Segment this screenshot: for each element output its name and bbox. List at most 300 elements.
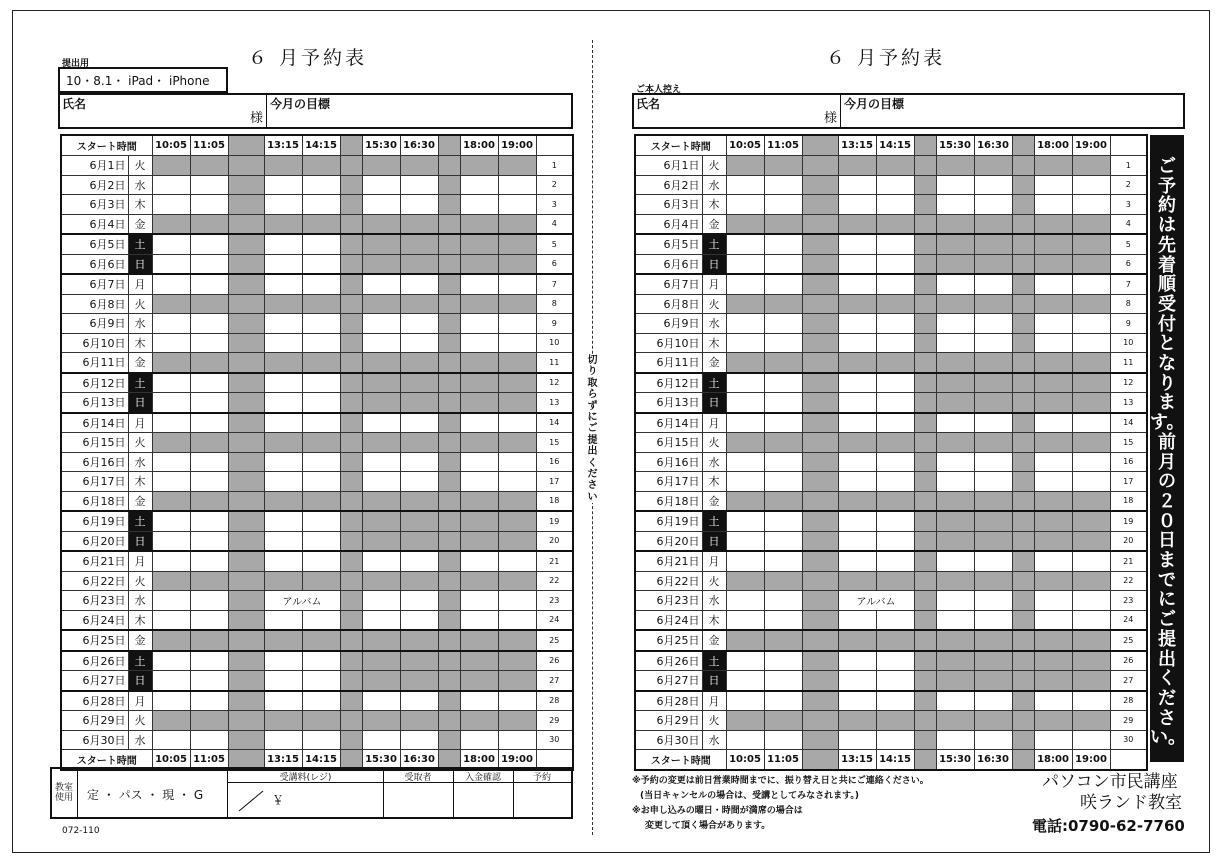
slot-cell[interactable]	[362, 314, 400, 334]
slot-cell[interactable]	[974, 314, 1012, 334]
slot-cell[interactable]	[302, 730, 340, 750]
slot-cell[interactable]	[764, 333, 802, 353]
slot-cell[interactable]	[302, 175, 340, 195]
slot-cell[interactable]	[838, 195, 876, 215]
slot-cell[interactable]	[1072, 274, 1110, 294]
slot-cell[interactable]	[974, 610, 1012, 630]
slot-cell[interactable]	[1072, 333, 1110, 353]
slot-cell[interactable]	[1072, 730, 1110, 750]
slot-cell[interactable]	[726, 452, 764, 472]
slot-cell[interactable]	[302, 472, 340, 492]
slot-cell[interactable]	[190, 373, 228, 393]
slot-cell[interactable]	[726, 531, 764, 551]
slot-cell[interactable]	[876, 314, 914, 334]
slot-cell[interactable]	[876, 234, 914, 254]
slot-cell[interactable]	[838, 274, 876, 294]
slot-cell[interactable]	[302, 651, 340, 671]
slot-cell	[190, 156, 228, 176]
slot-cell[interactable]	[726, 254, 764, 274]
date-cell: 6月18日	[61, 491, 128, 511]
slot-cell[interactable]	[838, 175, 876, 195]
slot-cell[interactable]	[876, 333, 914, 353]
slot-cell[interactable]	[362, 452, 400, 472]
slot-cell[interactable]	[876, 413, 914, 433]
slot-cell[interactable]	[876, 472, 914, 492]
slot-cell[interactable]	[1034, 195, 1072, 215]
day-row	[61, 630, 573, 651]
slot-cell	[460, 531, 498, 551]
slot-cell[interactable]	[190, 274, 228, 294]
slot-cell[interactable]	[302, 413, 340, 433]
slot-cell[interactable]	[190, 472, 228, 492]
slot-cell[interactable]	[152, 610, 190, 630]
slot-cell[interactable]: アルバム	[838, 591, 914, 611]
slot-cell[interactable]	[152, 373, 190, 393]
slot-cell[interactable]	[498, 551, 536, 571]
slot-cell[interactable]	[838, 314, 876, 334]
slot-cell[interactable]	[1034, 413, 1072, 433]
slot-cell[interactable]	[498, 452, 536, 472]
slot-cell[interactable]	[264, 691, 302, 711]
slot-cell	[400, 254, 438, 274]
slot-cell[interactable]	[498, 472, 536, 492]
slot-cell[interactable]	[302, 333, 340, 353]
slot-cell[interactable]	[764, 730, 802, 750]
slot-cell[interactable]	[764, 511, 802, 531]
slot-cell[interactable]	[190, 452, 228, 472]
slot-cell[interactable]	[190, 175, 228, 195]
slot-cell[interactable]	[764, 691, 802, 711]
slot-cell[interactable]	[838, 730, 876, 750]
slot-cell[interactable]	[974, 472, 1012, 492]
slot-cell[interactable]	[362, 610, 400, 630]
slot-cell[interactable]	[400, 691, 438, 711]
slot-cell[interactable]	[1034, 691, 1072, 711]
slot-cell[interactable]	[936, 413, 974, 433]
break-cell	[914, 511, 936, 531]
slot-cell[interactable]	[876, 671, 914, 691]
date-cell: 6月12日	[61, 373, 128, 393]
date-cell: 6月29日	[635, 711, 702, 731]
slot-cell[interactable]	[936, 452, 974, 472]
slot-cell	[936, 393, 974, 413]
slot-cell[interactable]	[302, 511, 340, 531]
slot-cell[interactable]	[1072, 413, 1110, 433]
slot-cell[interactable]	[764, 671, 802, 691]
slot-cell[interactable]	[264, 314, 302, 334]
slot-cell[interactable]	[498, 333, 536, 353]
slot-cell[interactable]	[190, 671, 228, 691]
slot-cell[interactable]	[362, 333, 400, 353]
slot-cell[interactable]	[876, 373, 914, 393]
slot-cell[interactable]	[764, 452, 802, 472]
slot-cell[interactable]	[264, 175, 302, 195]
slot-cell[interactable]	[726, 472, 764, 492]
slot-cell[interactable]	[936, 591, 974, 611]
slot-cell[interactable]	[764, 531, 802, 551]
slot-cell[interactable]	[152, 730, 190, 750]
slot-cell[interactable]	[460, 691, 498, 711]
slot-cell[interactable]	[936, 472, 974, 492]
slot-cell[interactable]	[460, 314, 498, 334]
slot-cell[interactable]	[726, 651, 764, 671]
slot-cell[interactable]	[838, 393, 876, 413]
slot-cell[interactable]	[152, 175, 190, 195]
break-cell	[228, 531, 264, 551]
slot-cell[interactable]	[838, 671, 876, 691]
slot-cell[interactable]	[876, 691, 914, 711]
slot-cell[interactable]	[838, 651, 876, 671]
day-row	[635, 353, 1147, 373]
slot-cell[interactable]	[362, 175, 400, 195]
slot-cell[interactable]	[190, 234, 228, 254]
slot-cell[interactable]	[302, 671, 340, 691]
slot-cell[interactable]	[838, 691, 876, 711]
slot-cell[interactable]	[764, 551, 802, 571]
slot-cell[interactable]	[876, 651, 914, 671]
slot-cell[interactable]	[726, 234, 764, 254]
slot-cell[interactable]	[152, 591, 190, 611]
slot-cell[interactable]	[460, 175, 498, 195]
slot-cell[interactable]	[264, 511, 302, 531]
slot-cell[interactable]	[974, 591, 1012, 611]
slot-cell[interactable]	[400, 452, 438, 472]
slot-cell[interactable]	[936, 274, 974, 294]
slot-cell[interactable]	[362, 551, 400, 571]
slot-cell[interactable]	[764, 651, 802, 671]
slot-cell[interactable]	[838, 254, 876, 274]
slot-cell[interactable]	[190, 610, 228, 630]
slot-cell[interactable]	[1034, 610, 1072, 630]
slot-cell[interactable]	[936, 195, 974, 215]
slot-cell[interactable]	[936, 730, 974, 750]
row-number: 5	[536, 234, 573, 254]
slot-cell[interactable]	[362, 274, 400, 294]
slot-cell[interactable]	[190, 531, 228, 551]
slot-cell[interactable]	[1072, 314, 1110, 334]
slot-cell[interactable]	[190, 254, 228, 274]
slot-cell[interactable]	[974, 175, 1012, 195]
slot-cell[interactable]	[764, 234, 802, 254]
slot-cell[interactable]	[362, 730, 400, 750]
day-row	[61, 651, 573, 671]
slot-cell[interactable]	[400, 413, 438, 433]
slot-cell[interactable]	[152, 274, 190, 294]
slot-cell[interactable]	[876, 393, 914, 413]
slot-cell[interactable]	[838, 333, 876, 353]
slot-cell[interactable]	[264, 531, 302, 551]
slot-cell[interactable]	[264, 393, 302, 413]
slot-cell[interactable]	[498, 610, 536, 630]
slot-cell[interactable]	[764, 591, 802, 611]
slot-cell[interactable]	[764, 393, 802, 413]
slot-cell[interactable]	[190, 591, 228, 611]
slot-cell[interactable]	[264, 373, 302, 393]
slot-cell[interactable]	[726, 314, 764, 334]
slot-cell[interactable]	[498, 691, 536, 711]
slot-cell[interactable]	[1034, 472, 1072, 492]
slot-cell[interactable]	[152, 691, 190, 711]
submit-label: 提出用	[62, 59, 90, 69]
slot-cell[interactable]	[876, 175, 914, 195]
slot-cell[interactable]	[1034, 333, 1072, 353]
slot-cell[interactable]	[838, 610, 876, 630]
slot-cell[interactable]	[1072, 175, 1110, 195]
slot-cell[interactable]	[726, 511, 764, 531]
slot-cell[interactable]	[498, 274, 536, 294]
slot-cell[interactable]	[726, 730, 764, 750]
slot-cell[interactable]	[302, 393, 340, 413]
slot-cell[interactable]	[838, 472, 876, 492]
slot-cell[interactable]	[726, 373, 764, 393]
slot-cell[interactable]	[460, 551, 498, 571]
slot-cell[interactable]	[1034, 452, 1072, 472]
slot-cell[interactable]	[152, 651, 190, 671]
slot-cell[interactable]	[876, 254, 914, 274]
slot-cell[interactable]	[1034, 730, 1072, 750]
slot-cell[interactable]	[936, 175, 974, 195]
slot-cell[interactable]	[460, 195, 498, 215]
break-column	[1012, 750, 1034, 771]
slot-cell[interactable]	[726, 175, 764, 195]
slot-cell[interactable]	[838, 551, 876, 571]
slot-cell[interactable]	[974, 551, 1012, 571]
slot-cell[interactable]	[1072, 195, 1110, 215]
slot-cell[interactable]	[974, 730, 1012, 750]
date-cell: 6月15日	[61, 433, 128, 453]
slot-cell[interactable]	[726, 610, 764, 630]
slot-cell[interactable]	[764, 195, 802, 215]
slot-cell[interactable]	[302, 691, 340, 711]
slot-cell	[764, 214, 802, 234]
slot-cell[interactable]	[1072, 551, 1110, 571]
slot-cell	[264, 294, 302, 314]
slot-cell[interactable]	[152, 333, 190, 353]
slot-cell[interactable]	[460, 610, 498, 630]
slot-cell[interactable]	[1034, 314, 1072, 334]
slot-cell[interactable]	[302, 373, 340, 393]
slot-cell[interactable]	[838, 511, 876, 531]
slot-cell[interactable]	[936, 610, 974, 630]
name-label: 氏名	[62, 97, 87, 111]
slot-cell[interactable]	[764, 472, 802, 492]
slot-cell[interactable]	[876, 511, 914, 531]
slot-cell[interactable]	[974, 452, 1012, 472]
slot-cell[interactable]	[190, 314, 228, 334]
slot-cell[interactable]	[974, 195, 1012, 215]
slot-cell[interactable]	[302, 452, 340, 472]
slot-cell[interactable]	[726, 413, 764, 433]
slot-cell[interactable]	[876, 531, 914, 551]
slot-cell[interactable]	[264, 472, 302, 492]
slot-cell[interactable]	[726, 551, 764, 571]
slot-cell[interactable]	[400, 610, 438, 630]
slot-cell[interactable]	[302, 610, 340, 630]
slot-cell[interactable]	[302, 274, 340, 294]
slot-cell[interactable]	[838, 373, 876, 393]
slot-cell[interactable]	[726, 671, 764, 691]
slot-cell[interactable]	[152, 393, 190, 413]
slot-cell[interactable]	[264, 551, 302, 571]
slot-cell	[726, 491, 764, 511]
slot-cell[interactable]	[876, 610, 914, 630]
slot-cell[interactable]	[1034, 175, 1072, 195]
slot-cell[interactable]	[764, 413, 802, 433]
slot-cell[interactable]	[264, 671, 302, 691]
slot-cell[interactable]	[302, 195, 340, 215]
slot-cell[interactable]	[1072, 610, 1110, 630]
slot-cell[interactable]	[264, 195, 302, 215]
slot-cell[interactable]	[264, 333, 302, 353]
slot-cell[interactable]	[190, 730, 228, 750]
slot-cell[interactable]	[460, 274, 498, 294]
slot-cell[interactable]	[400, 591, 438, 611]
slot-cell	[1034, 711, 1072, 731]
slot-cell[interactable]	[264, 274, 302, 294]
slot-cell[interactable]	[1034, 591, 1072, 611]
slot-cell[interactable]	[152, 531, 190, 551]
slot-cell[interactable]	[1072, 591, 1110, 611]
slot-cell[interactable]	[726, 333, 764, 353]
slot-cell[interactable]	[1034, 274, 1072, 294]
slot-cell[interactable]	[936, 314, 974, 334]
slot-cell[interactable]: アルバム	[264, 591, 340, 611]
slot-cell[interactable]	[190, 393, 228, 413]
slot-cell[interactable]	[152, 195, 190, 215]
slot-cell[interactable]	[498, 175, 536, 195]
slot-cell[interactable]	[152, 551, 190, 571]
slot-cell[interactable]	[838, 531, 876, 551]
slot-cell[interactable]	[876, 274, 914, 294]
slot-cell[interactable]	[1034, 551, 1072, 571]
slot-cell[interactable]	[764, 314, 802, 334]
slot-cell[interactable]	[264, 730, 302, 750]
slot-cell[interactable]	[974, 691, 1012, 711]
slot-cell[interactable]	[190, 651, 228, 671]
slot-cell[interactable]	[190, 195, 228, 215]
slot-cell[interactable]	[876, 452, 914, 472]
date-cell: 6月10日	[635, 333, 702, 353]
slot-cell[interactable]	[726, 274, 764, 294]
break-cell	[228, 491, 264, 511]
slot-cell[interactable]	[460, 591, 498, 611]
slot-cell[interactable]	[1072, 691, 1110, 711]
slot-cell[interactable]	[362, 591, 400, 611]
slot-cell[interactable]	[498, 413, 536, 433]
slot-cell[interactable]	[936, 551, 974, 571]
slot-cell[interactable]	[400, 551, 438, 571]
slot-cell[interactable]	[190, 333, 228, 353]
slot-cell[interactable]	[152, 254, 190, 274]
slot-cell[interactable]	[362, 413, 400, 433]
slot-cell[interactable]	[362, 472, 400, 492]
slot-cell[interactable]	[764, 610, 802, 630]
slot-cell[interactable]	[152, 234, 190, 254]
slot-cell[interactable]	[726, 393, 764, 413]
slot-cell[interactable]	[498, 591, 536, 611]
slot-cell[interactable]	[264, 413, 302, 433]
slot-cell[interactable]	[362, 691, 400, 711]
slot-cell[interactable]	[400, 472, 438, 492]
slot-cell[interactable]	[460, 452, 498, 472]
slot-cell[interactable]	[460, 333, 498, 353]
slot-cell[interactable]	[460, 730, 498, 750]
slot-cell[interactable]	[838, 234, 876, 254]
slot-cell[interactable]	[190, 551, 228, 571]
day-row	[61, 413, 573, 433]
slot-cell[interactable]	[400, 333, 438, 353]
slot-cell[interactable]	[498, 314, 536, 334]
slot-cell[interactable]	[764, 373, 802, 393]
slot-cell[interactable]	[264, 610, 302, 630]
slot-cell	[876, 571, 914, 591]
slot-cell[interactable]	[498, 730, 536, 750]
slot-cell[interactable]	[152, 413, 190, 433]
slot-cell[interactable]	[362, 195, 400, 215]
slot-cell[interactable]	[302, 314, 340, 334]
slot-cell[interactable]	[764, 274, 802, 294]
day-row	[635, 511, 1147, 531]
slot-cell[interactable]	[876, 730, 914, 750]
slot-cell[interactable]	[764, 254, 802, 274]
slot-cell[interactable]	[876, 195, 914, 215]
slot-cell[interactable]	[400, 274, 438, 294]
slot-cell[interactable]	[400, 314, 438, 334]
slot-cell[interactable]	[460, 472, 498, 492]
slot-cell[interactable]	[876, 551, 914, 571]
slot-cell[interactable]	[400, 175, 438, 195]
slot-cell[interactable]	[302, 254, 340, 274]
row-number: 27	[1110, 671, 1147, 691]
slot-cell[interactable]	[190, 511, 228, 531]
slot-cell[interactable]	[974, 274, 1012, 294]
slot-cell[interactable]	[302, 531, 340, 551]
slot-cell[interactable]	[400, 730, 438, 750]
slot-cell[interactable]	[152, 511, 190, 531]
slot-cell[interactable]	[264, 651, 302, 671]
slot-cell[interactable]	[460, 413, 498, 433]
slot-cell[interactable]	[264, 254, 302, 274]
slot-cell[interactable]	[838, 413, 876, 433]
slot-cell[interactable]	[498, 195, 536, 215]
slot-cell[interactable]	[936, 691, 974, 711]
slot-cell[interactable]	[152, 671, 190, 691]
slot-cell[interactable]	[974, 333, 1012, 353]
slot-cell[interactable]	[936, 333, 974, 353]
slot-cell	[498, 156, 536, 176]
slot-cell[interactable]	[838, 452, 876, 472]
slot-cell[interactable]	[264, 234, 302, 254]
slot-cell[interactable]	[764, 175, 802, 195]
slot-cell[interactable]	[974, 413, 1012, 433]
slot-cell[interactable]	[152, 472, 190, 492]
slot-cell[interactable]	[726, 691, 764, 711]
slot-cell[interactable]	[152, 452, 190, 472]
break-cell	[802, 373, 838, 393]
slot-cell[interactable]	[400, 195, 438, 215]
slot-cell[interactable]	[152, 314, 190, 334]
slot-cell	[974, 373, 1012, 393]
slot-cell[interactable]	[302, 234, 340, 254]
slot-cell[interactable]	[190, 691, 228, 711]
slot-cell[interactable]	[1072, 452, 1110, 472]
slot-cell[interactable]	[302, 551, 340, 571]
slot-cell[interactable]	[726, 591, 764, 611]
slot-cell[interactable]	[1072, 472, 1110, 492]
slot-cell[interactable]	[726, 195, 764, 215]
slot-cell[interactable]	[264, 452, 302, 472]
slot-cell[interactable]	[190, 413, 228, 433]
